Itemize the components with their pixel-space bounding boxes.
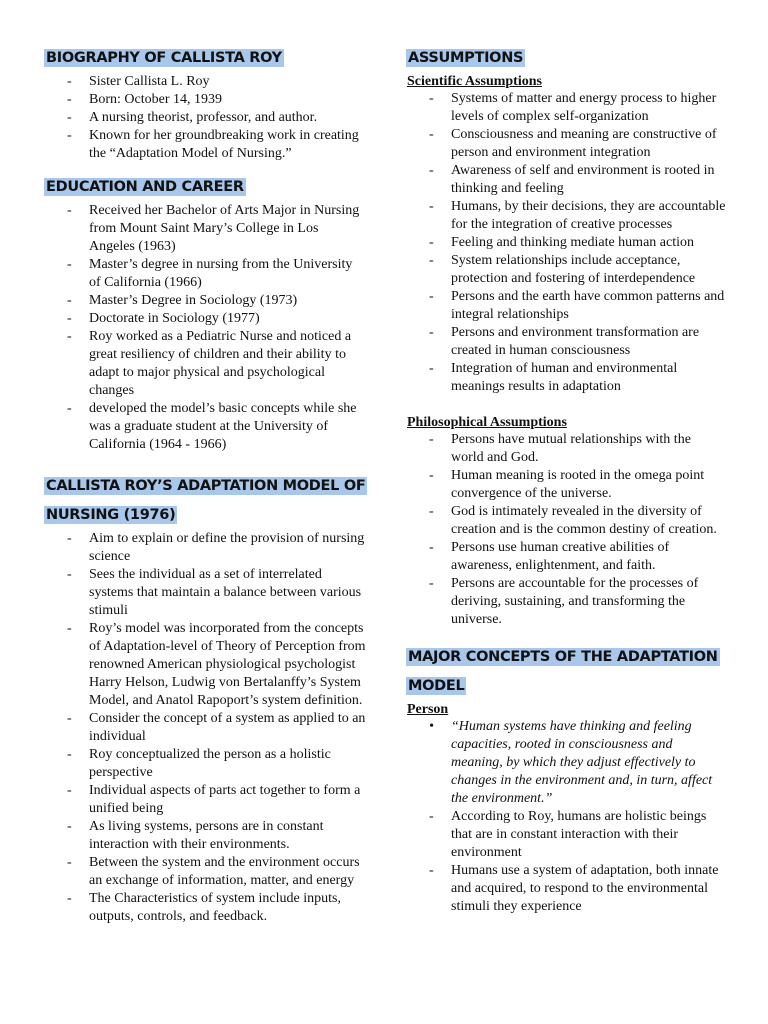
list-item: - Persons and the earth have common patterns and integral relationships xyxy=(406,288,726,324)
person-list xyxy=(406,718,726,916)
list-item: - System relationships include acceptance, protection and fostering of interdependence xyxy=(406,252,726,288)
philosophical-assumptions-title: Philosophical Assumptions xyxy=(407,415,567,430)
list-item: - According to Roy, humans are holistic beings that are in constant interaction with their environment xyxy=(406,808,726,862)
list-item: - Master’s Degree in Sociology (1973) xyxy=(44,292,366,310)
scientific-assumptions-title: Scientific Assumptions xyxy=(407,74,542,89)
scientific-assumptions-list xyxy=(406,90,726,396)
list-item: - Received her Bachelor of Arts Major in Nursing from Mount Saint Mary’s College in Los Angeles (1963) xyxy=(44,202,366,256)
education-heading: EDUCATION AND CAREER xyxy=(46,179,244,195)
model-list xyxy=(44,530,366,926)
list-item: - The Characteristics of system include inputs, outputs, controls, and feedback. xyxy=(44,890,366,926)
right-column xyxy=(406,44,726,916)
list-item: - Master’s degree in nursing from the University of California (1966) xyxy=(44,256,366,292)
list-item: - Sees the individual as a set of interrelated systems that maintain a balance between various stimuli xyxy=(44,566,366,620)
list-item: - Systems of matter and energy process to higher levels of complex self-organization xyxy=(406,90,726,126)
biography-list xyxy=(44,73,366,163)
list-item: - Persons use human creative abilities of awareness, enlightenment, and faith. xyxy=(406,539,726,575)
list-item: - Known for her groundbreaking work in creating the “Adaptation Model of Nursing.” xyxy=(44,127,366,163)
list-item: - As living systems, persons are in constant interaction with their environments. xyxy=(44,818,366,854)
list-item: - A nursing theorist, professor, and author. xyxy=(44,109,366,127)
list-item: - Roy conceptualized the person as a holistic perspective xyxy=(44,746,366,782)
list-item: - Persons have mutual relationships with the world and God. xyxy=(406,431,726,467)
list-item: - Human meaning is rooted in the omega point convergence of the universe. xyxy=(406,467,726,503)
list-item: - Between the system and the environment occurs an exchange of information, matter, and energy xyxy=(44,854,366,890)
person-title: Person xyxy=(407,702,449,717)
list-item: - Consider the concept of a system as applied to an individual xyxy=(44,710,366,746)
list-item: - Aim to explain or define the provision of nursing science xyxy=(44,530,366,566)
assumptions-heading: ASSUMPTIONS xyxy=(408,50,524,66)
list-item: - Persons and environment transformation are created in human consciousness xyxy=(406,324,726,360)
list-item: - Awareness of self and environment is rooted in thinking and feeling xyxy=(406,162,726,198)
person-quote: • “Human systems have thinking and feeling capacities, rooted in consciousness and meaning, by which they adjust effectively to changes in the environment and, in turn, affect the environment.” xyxy=(406,718,726,808)
education-list xyxy=(44,202,366,454)
list-item: - Humans, by their decisions, they are accountable for the integration of creative processes xyxy=(406,198,726,234)
major-concepts-heading: MAJOR CONCEPTS OF THE ADAPTATION MODEL xyxy=(408,649,718,694)
list-item: - Persons are accountable for the processes of deriving, sustaining, and transforming the universe. xyxy=(406,575,726,629)
list-item: - Sister Callista L. Roy xyxy=(44,73,366,91)
list-item: - Consciousness and meaning are constructive of person and environment integration xyxy=(406,126,726,162)
list-item: - God is intimately revealed in the diversity of creation and is the common destiny of creation. xyxy=(406,503,726,539)
left-column xyxy=(44,44,366,926)
model-heading: CALLISTA ROY’S ADAPTATION MODEL OF NURSING (1976) xyxy=(46,478,366,523)
list-item: - Roy worked as a Pediatric Nurse and noticed a great resiliency of children and their ability to adapt to major physical and psychological changes xyxy=(44,328,366,400)
philosophical-assumptions-list xyxy=(406,431,726,629)
list-item: - Doctorate in Sociology (1977) xyxy=(44,310,366,328)
biography-heading: BIOGRAPHY OF CALLISTA ROY xyxy=(46,50,282,66)
list-item: - Feeling and thinking mediate human action xyxy=(406,234,726,252)
list-item: - Roy’s model was incorporated from the concepts of Adaptation-level of Theory of Perception from renowned American physiological psychologist Harry Helson, Ludwig von Bertalanffy’s System Model, and Anatol Rapoport’s system definition. xyxy=(44,620,366,710)
list-item: - Humans use a system of adaptation, both innate and acquired, to respond to the environmental stimuli they experience xyxy=(406,862,726,916)
list-item: - Individual aspects of parts act together to form a unified being xyxy=(44,782,366,818)
list-item: - Born: October 14, 1939 xyxy=(44,91,366,109)
list-item: - Integration of human and environmental meanings results in adaptation xyxy=(406,360,726,396)
list-item: - developed the model’s basic concepts while she was a graduate student at the University of California (1964 - 1966) xyxy=(44,400,366,454)
